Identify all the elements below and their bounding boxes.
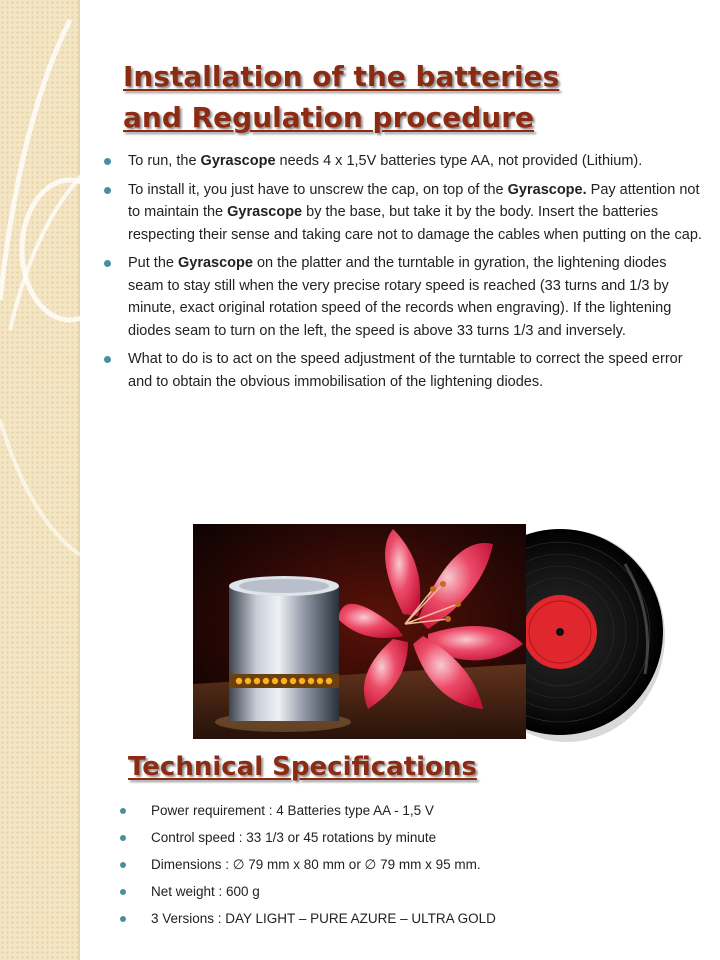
product-name: Gyrascope.: [507, 181, 587, 198]
specification-text: Power requirement : 4 Batteries type AA - 1,5 V: [151, 803, 434, 818]
bullet-dot: [104, 356, 111, 363]
specifications-list: [120, 797, 680, 932]
instruction-text: by the base, but take it by the body. Insert the batteries respecting their sense and taking care not to damage the cables when putting on the cap.: [128, 204, 702, 243]
specification-item: [120, 851, 680, 878]
product-name: Gyrascope: [177, 255, 253, 271]
specification-text: Net weight : 600 g: [151, 884, 260, 899]
instruction-item: [104, 179, 702, 247]
bullet-dot: [104, 187, 111, 194]
instruction-text: Put the: [128, 255, 178, 271]
instruction-text: Pay attention not to maintain the: [128, 181, 700, 220]
page-title: [123, 56, 683, 138]
technical-specifications-title: Technical Specifications: [128, 752, 477, 782]
instruction-text: on the platter and the turntable in gyration, the lightening diodes seam to stay still when the very precise rotary speed is reached (33 turns and 1/3 by minute, exact original rotation speed of the records when engraving). If the lightening diodes seam to turn on the left, the speed is above 33 turns 1/3 and inversely.: [128, 255, 672, 339]
bullet-dot: [120, 916, 126, 922]
specification-text: Dimensions : ∅ 79 mm x 80 mm or ∅ 79 mm x 95 mm.: [151, 857, 481, 872]
specification-text: 3 Versions : DAY LIGHT – PURE AZURE – ULTRA GOLD: [151, 911, 496, 926]
instruction-item: [104, 150, 702, 173]
bullet-dot: [104, 260, 111, 267]
instruction-text: What to do is to act on the speed adjustment of the turntable to correct the speed error and to obtain the obvious immobilisation of the lightening diodes.: [128, 351, 683, 390]
decorative-side-strip: [0, 0, 80, 960]
instruction-list: [104, 150, 702, 399]
specification-item: [120, 878, 680, 905]
instruction-text: To install it, you just have to unscrew the cap, on top of the: [128, 181, 508, 198]
specification-item: [120, 824, 680, 851]
page-title-line-1: Installation of the batteries: [123, 60, 560, 93]
bullet-dot: [120, 808, 126, 814]
bullet-dot: [120, 835, 126, 841]
product-name: Gyrascope: [227, 204, 303, 220]
instruction-text: needs 4 x 1,5V batteries type AA, not provided (Lithium).: [275, 153, 643, 169]
specification-text: Control speed : 33 1/3 or 45 rotations by minute: [151, 830, 437, 845]
product-name: Gyrascope: [200, 153, 276, 169]
gyrascope-photo: [193, 524, 526, 739]
instruction-item: [104, 348, 702, 393]
bullet-dot: [120, 862, 126, 868]
specification-item: [120, 905, 680, 932]
vinyl-record-image: [505, 524, 667, 746]
strip-divider: [78, 0, 80, 960]
instruction-text: To run, the: [128, 153, 201, 169]
page-title-line-2: and Regulation procedure: [123, 101, 534, 134]
bullet-dot: [104, 158, 111, 165]
instruction-item: [104, 252, 702, 342]
specification-item: [120, 797, 680, 824]
bullet-dot: [120, 889, 126, 895]
